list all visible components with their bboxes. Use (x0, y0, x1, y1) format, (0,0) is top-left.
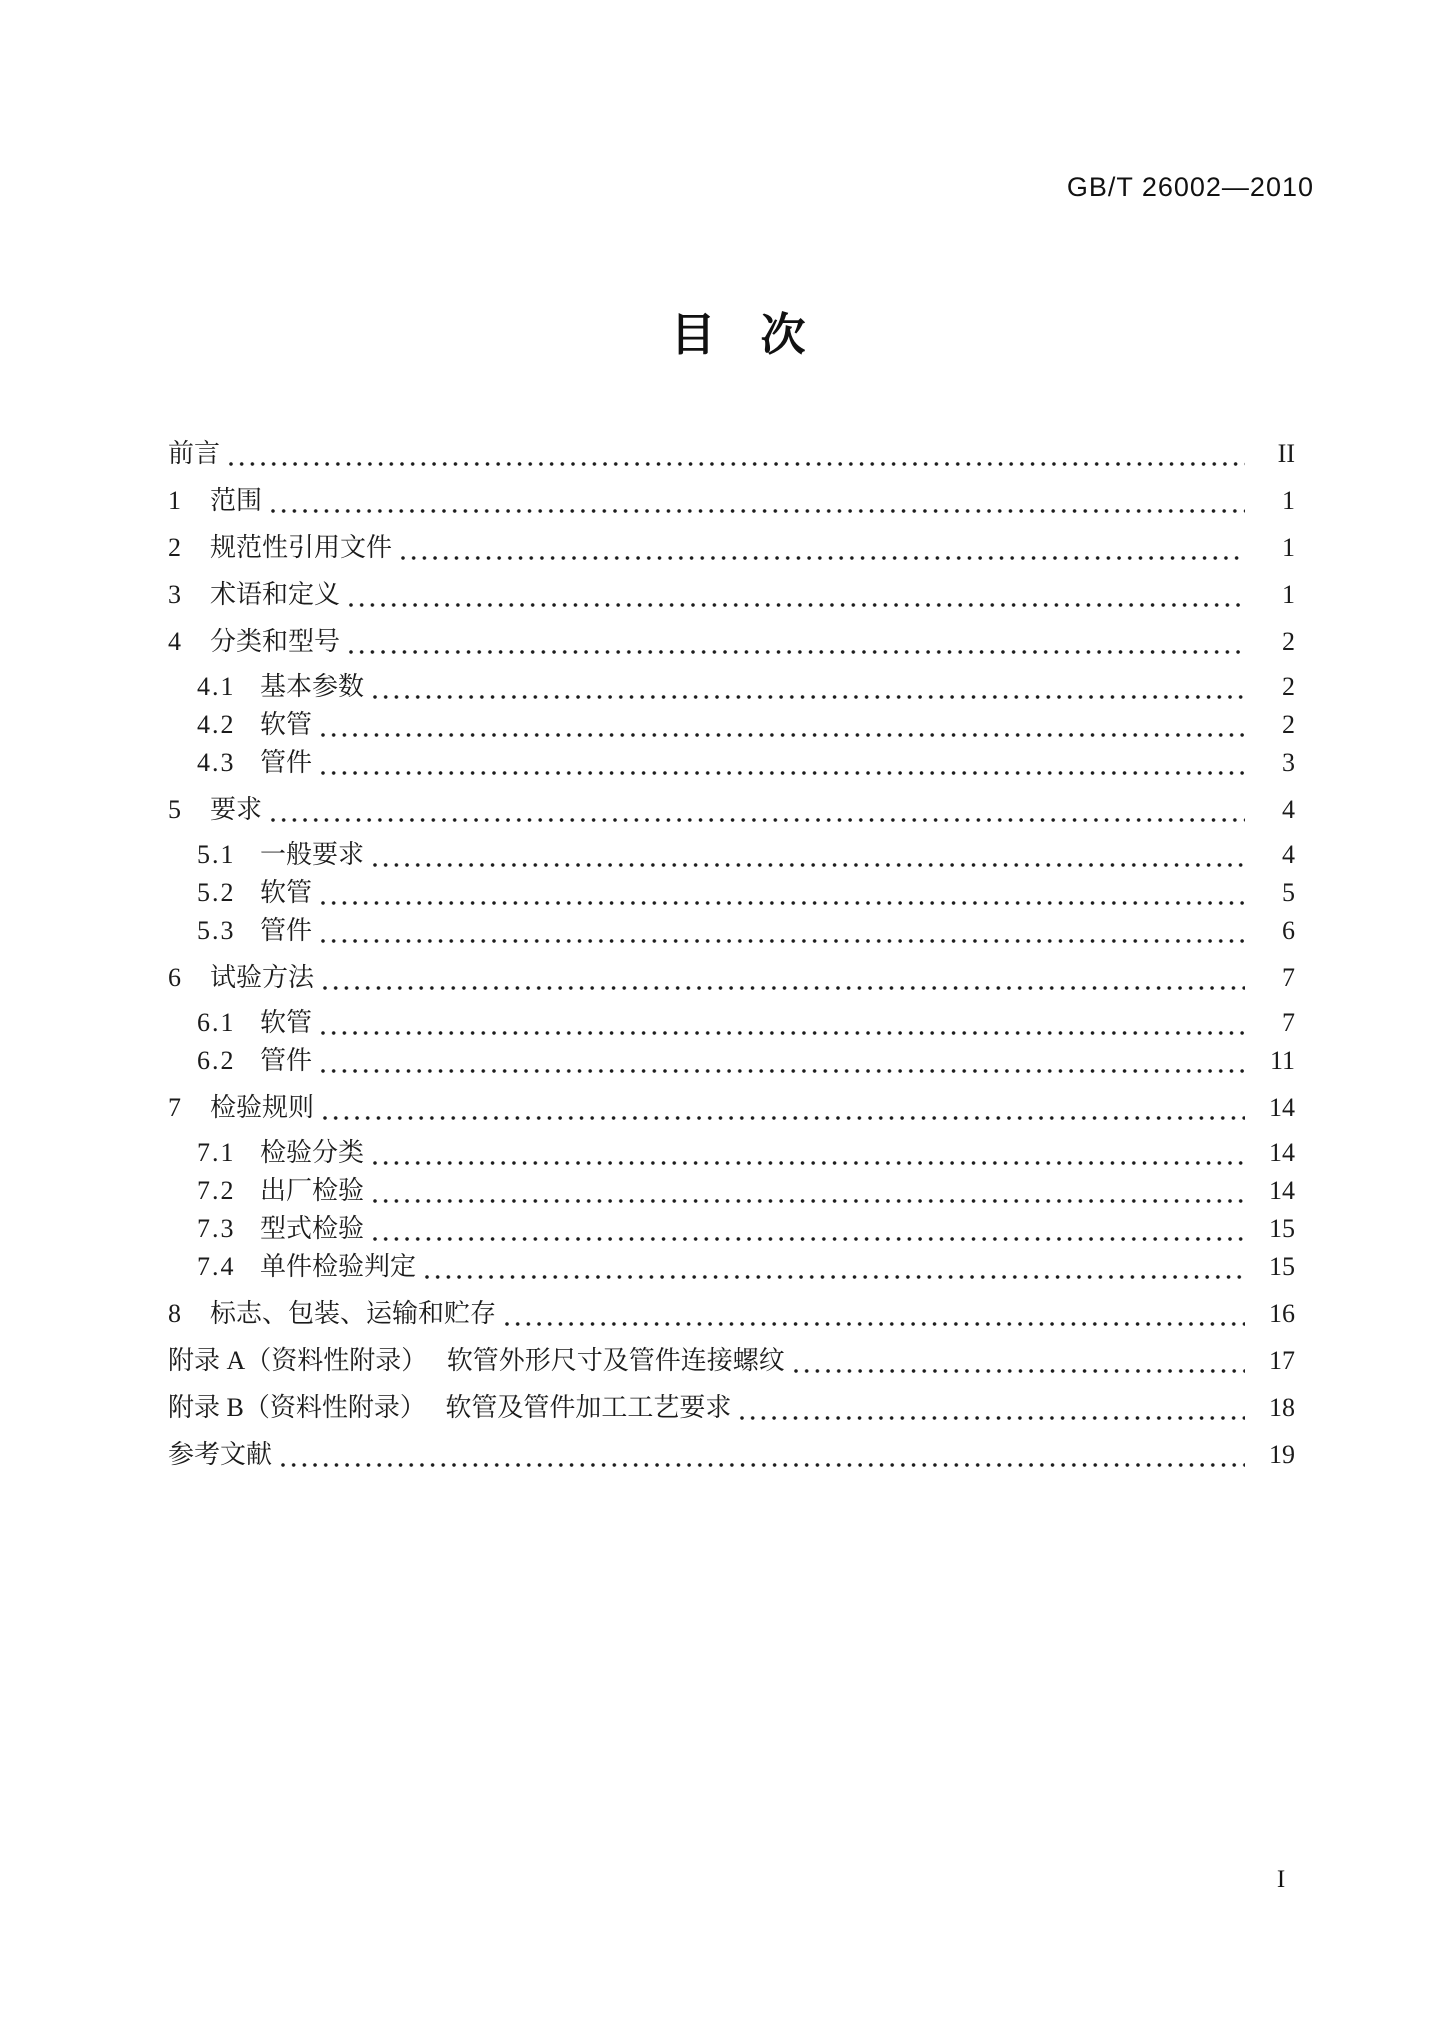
toc-entry (168, 791, 1295, 829)
toc-entry (168, 1342, 1295, 1380)
toc-entry (168, 744, 1295, 782)
dot-leader (229, 462, 1245, 466)
toc-entry-label: 软管 (260, 710, 313, 739)
toc-entry-label: 附录 A（资料性附录） 软管外形尺寸及管件连接螺纹 (168, 1346, 785, 1375)
toc-entry-number: 4.3 (197, 748, 236, 777)
dot-leader (740, 1416, 1245, 1420)
toc-entry-label: 型式检验 (260, 1214, 365, 1243)
toc-entry (168, 1042, 1295, 1080)
dot-leader (373, 695, 1245, 699)
dot-leader (373, 1161, 1245, 1165)
dot-leader (349, 603, 1245, 607)
toc-entry-page: 16 (1269, 1299, 1295, 1328)
toc-entry-label: 管件 (260, 916, 313, 945)
toc-entry-number: 4 (168, 627, 183, 656)
toc-entry-number: 3 (168, 580, 183, 609)
dot-leader (373, 863, 1245, 867)
toc-entry (168, 1295, 1295, 1333)
toc-entry-label: 软管 (260, 878, 313, 907)
toc-entry-page: 3 (1282, 748, 1295, 777)
dot-leader (323, 1116, 1245, 1120)
toc-entry-number: 7.1 (197, 1138, 236, 1167)
toc-entry-page: 7 (1282, 963, 1295, 992)
toc-entry-number: 1 (168, 486, 183, 515)
toc-entry-page: 14 (1269, 1138, 1295, 1167)
dot-leader (321, 733, 1245, 737)
toc-entry-number: 6 (168, 963, 183, 992)
toc-entry-number: 7.4 (197, 1252, 236, 1281)
dot-leader (321, 1031, 1245, 1035)
toc-entry-page: 14 (1269, 1176, 1295, 1205)
toc-entry-page: 2 (1282, 627, 1295, 656)
toc-entry-page: 17 (1269, 1346, 1295, 1375)
dot-leader (321, 939, 1245, 943)
toc-entry (168, 1248, 1295, 1286)
toc-entry-page: 5 (1282, 878, 1295, 907)
toc-entry (168, 1089, 1295, 1127)
toc-entry (168, 912, 1295, 950)
dot-leader (794, 1369, 1245, 1373)
dot-leader (349, 650, 1245, 654)
toc-entry-label: 出厂检验 (260, 1176, 365, 1205)
toc-entry-page: 2 (1282, 672, 1295, 701)
toc-entry (168, 623, 1295, 661)
toc-entry-page: 4 (1282, 840, 1295, 869)
toc-entry-number: 7.3 (197, 1214, 236, 1243)
dot-leader (373, 1199, 1245, 1203)
toc-entry-number: 5.2 (197, 878, 236, 907)
toc-entry-number: 5.1 (197, 840, 236, 869)
toc-entry-label: 前言 (168, 439, 221, 468)
toc-entry (168, 435, 1295, 473)
toc-entry-page: 1 (1282, 533, 1295, 562)
toc-entry (168, 959, 1295, 997)
toc-entry-number: 6.1 (197, 1008, 236, 1037)
toc-entry-label: 一般要求 (260, 840, 365, 869)
toc-entry (168, 1210, 1295, 1248)
table-of-contents (168, 426, 1295, 1481)
toc-entry-page: 15 (1269, 1214, 1295, 1243)
toc-entry-label: 管件 (260, 1046, 313, 1075)
toc-entry-page: 1 (1282, 486, 1295, 515)
toc-entry (168, 1004, 1295, 1042)
toc-entry (168, 706, 1295, 744)
toc-entry-page: 15 (1269, 1252, 1295, 1281)
toc-entry-number: 6.2 (197, 1046, 236, 1075)
toc-entry-label: 标志、包装、运输和贮存 (210, 1299, 497, 1328)
dot-leader (401, 556, 1245, 560)
toc-entry-label: 检验规则 (210, 1093, 315, 1122)
toc-entry-number: 5 (168, 795, 183, 824)
dot-leader (505, 1322, 1245, 1326)
dot-leader (281, 1463, 1245, 1467)
toc-entry-label: 检验分类 (260, 1138, 365, 1167)
toc-entry-number: 2 (168, 533, 183, 562)
toc-entry-number: 8 (168, 1299, 183, 1328)
toc-entry-page: 4 (1282, 795, 1295, 824)
dot-leader (425, 1275, 1245, 1279)
toc-entry-page: II (1277, 439, 1295, 468)
toc-entry-page: 14 (1269, 1093, 1295, 1122)
toc-entry (168, 482, 1295, 520)
toc-entry-number: 4.1 (197, 672, 236, 701)
toc-entry-page: 11 (1269, 1046, 1295, 1075)
dot-leader (321, 901, 1245, 905)
toc-entry (168, 1172, 1295, 1210)
toc-entry-page: 19 (1269, 1440, 1295, 1469)
toc-entry-label: 分类和型号 (210, 627, 341, 656)
dot-leader (271, 818, 1245, 822)
toc-entry (168, 874, 1295, 912)
toc-entry (168, 1389, 1295, 1427)
toc-entry-number: 5.3 (197, 916, 236, 945)
toc-entry-page: 6 (1282, 916, 1295, 945)
dot-leader (271, 509, 1245, 513)
toc-entry-label: 规范性引用文件 (210, 533, 393, 562)
dot-leader (373, 1237, 1245, 1241)
toc-entry-label: 附录 B（资料性附录） 软管及管件加工工艺要求 (168, 1393, 732, 1422)
toc-entry-page: 1 (1282, 580, 1295, 609)
toc-entry-label: 范围 (210, 486, 263, 515)
dot-leader (323, 986, 1245, 990)
footer-page-number: I (1276, 1866, 1286, 1893)
toc-entry (168, 576, 1295, 614)
toc-entry-label: 管件 (260, 748, 313, 777)
toc-entry-number: 7.2 (197, 1176, 236, 1205)
toc-entry-label: 软管 (260, 1008, 313, 1037)
toc-entry-page: 18 (1269, 1393, 1295, 1422)
page-title: 目 次 (670, 309, 806, 360)
toc-entry (168, 836, 1295, 874)
document-code: GB/T 26002—2010 (1066, 172, 1314, 202)
toc-entry (168, 1436, 1295, 1474)
toc-entry-label: 要求 (210, 795, 263, 824)
toc-entry (168, 668, 1295, 706)
dot-leader (321, 1069, 1245, 1073)
toc-entry-label: 单件检验判定 (260, 1252, 417, 1281)
dot-leader (321, 771, 1245, 775)
toc-entry (168, 1134, 1295, 1172)
toc-entry-label: 参考文献 (168, 1440, 273, 1469)
toc-entry-page: 2 (1282, 710, 1295, 739)
toc-entry-number: 7 (168, 1093, 183, 1122)
toc-entry-number: 4.2 (197, 710, 236, 739)
toc-entry (168, 529, 1295, 567)
toc-entry-label: 术语和定义 (210, 580, 341, 609)
toc-entry-label: 试验方法 (210, 963, 315, 992)
toc-entry-page: 7 (1282, 1008, 1295, 1037)
toc-entry-label: 基本参数 (260, 672, 365, 701)
